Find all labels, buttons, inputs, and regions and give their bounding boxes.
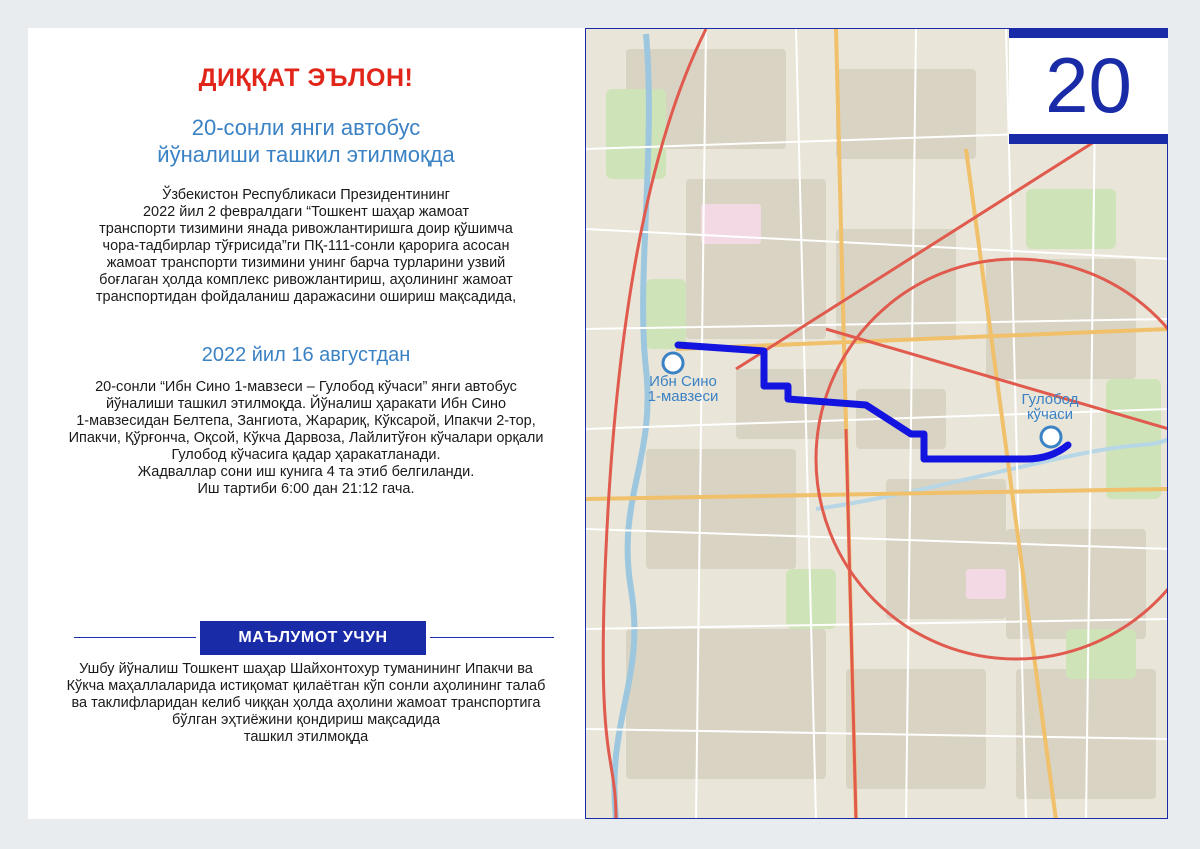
route-line: Гулобод кўчасига қадар ҳаракатланади. — [171, 447, 441, 463]
intro-line: транспортидан фойдаланиш даражасини ошириш мақсадида, — [95, 289, 517, 305]
route-number-badge — [1009, 28, 1168, 144]
subtitle-line: 20-сонли янги автобус — [191, 115, 421, 140]
info-line: ташкил этилмоқда — [243, 729, 369, 745]
route-line: Ипакчи, Қўрғонча, Оқсой, Кўкча Дарвоза, Лайлитўғон кўчалари орқали — [68, 430, 544, 446]
route-number: 20 — [1045, 41, 1132, 129]
route-line: йўналиши ташкил этилмоқда. Йўналиш ҳаракати Ибн Сино — [105, 396, 507, 412]
intro-paragraph — [48, 187, 564, 306]
end-stop-line: Гулобод — [1021, 391, 1079, 408]
start-stop-label — [628, 374, 738, 404]
info-paragraph — [48, 661, 564, 746]
intro-line: транспорти тизимини янада ривожлантиришга доир қўшимча — [99, 221, 513, 237]
start-stop-marker — [663, 353, 683, 373]
start-stop-line: 1-мавзеси — [647, 388, 719, 405]
map-canvas — [586, 29, 1168, 819]
subtitle-line: йўналиши ташкил этилмоқда — [157, 142, 455, 167]
start-stop-line: Ибн Сино — [649, 373, 717, 390]
info-divider-left — [74, 637, 196, 638]
route-line: Иш тартиби 6:00 дан 21:12 гача. — [197, 481, 415, 497]
route-line: 1-мавзесидан Белтепа, Зангиота, Жарариқ, Кўксарой, Ипакчи 2-тор, — [76, 413, 536, 429]
announcement-panel — [28, 28, 584, 819]
intro-line: чора-тадбирлар тўғрисида”ги ПҚ-111-сонли қарорига асосан — [102, 238, 510, 254]
info-line: Кўкча маҳаллаларида истиқомат қилаётган кўп сонли аҳолининг талаб — [66, 678, 546, 694]
info-badge: МАЪЛУМОТ УЧУН — [200, 621, 426, 655]
end-stop-line: кўчаси — [1026, 406, 1074, 423]
intro-line: 2022 йил 2 февралдаги “Тошкент шаҳар жамоат — [142, 204, 470, 220]
end-stop-label — [1000, 392, 1100, 422]
intro-line: боғлаган ҳолда комплекс ривожлантириш, аҳолининг жамоат — [99, 272, 513, 288]
info-divider-right — [430, 637, 554, 638]
attention-heading: ДИҚҚАТ ЭЪЛОН! — [198, 64, 414, 92]
route-line: 20-сонли “Ибн Сино 1-мавзеси – Гулобод кўчаси” янги автобус — [95, 379, 517, 395]
info-line: Ушбу йўналиш Тошкент шаҳар Шайхонтохур туманининг Ипакчи ва — [79, 661, 533, 677]
route-subtitle — [28, 114, 584, 168]
start-date: 2022 йил 16 августдан — [201, 344, 411, 366]
intro-line: жамоат транспорти тизимини унинг барча турларини узвий — [106, 255, 506, 271]
route-line: Жадваллар сони иш кунига 4 та этиб белгиланди. — [137, 464, 475, 480]
end-stop-marker — [1041, 427, 1061, 447]
info-line: бўлган эҳтиёжини қондириш мақсадида — [171, 712, 441, 728]
route-description — [48, 379, 564, 498]
info-line: ва таклифларидан келиб чиққан ҳолда аҳолини жамоат транспортига — [71, 695, 541, 711]
intro-line: Ўзбекистон Республикаси Президентининг — [162, 187, 450, 203]
route-map — [585, 28, 1168, 819]
